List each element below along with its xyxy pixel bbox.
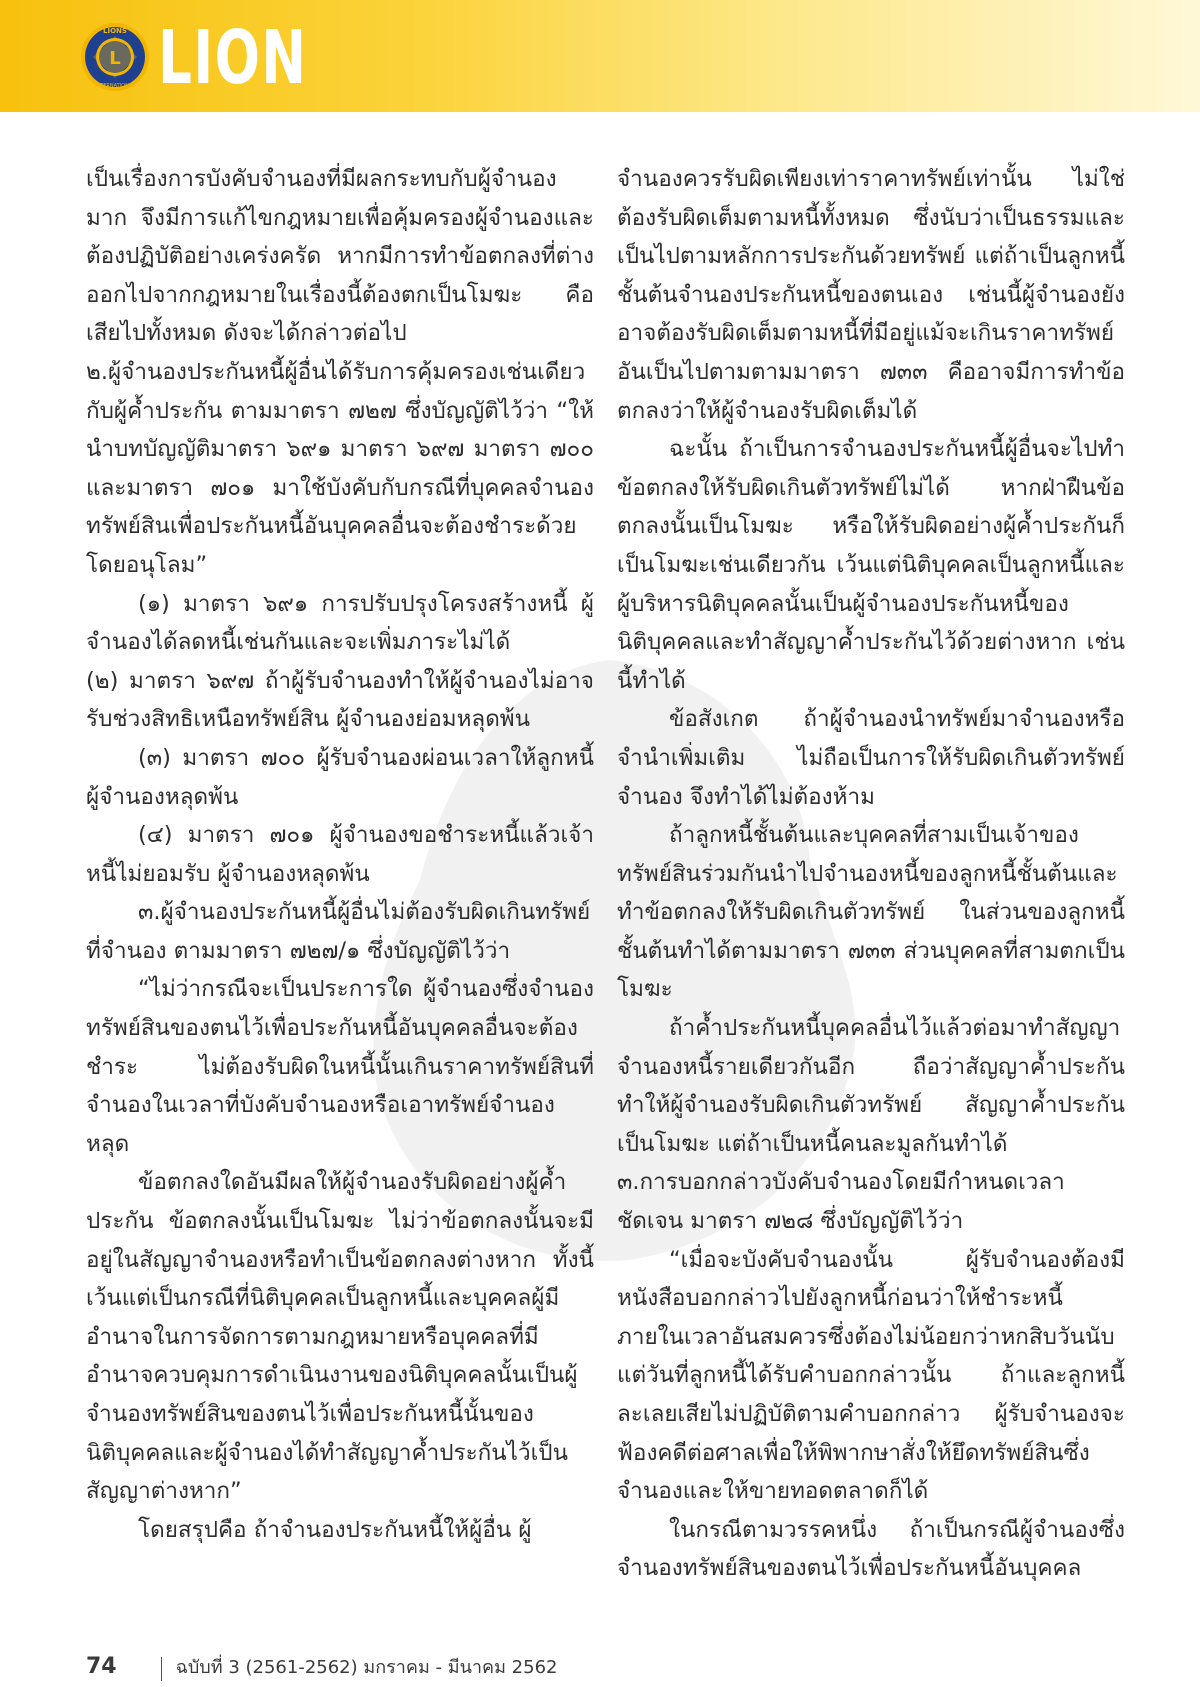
article-paragraph: ๓.ผู้จำนองประกันหนี้ผู้อื่นไม่ต้องรับผิดเกินทรัพย์ที่จำนอง ตามมาตรา ๗๒๗/๑ ซึ่งบัญญัติไว้ว่า (86, 899, 591, 964)
article-paragraph: ข้อตกลงใดอันมีผลให้ผู้จำนองรับผิดอย่างผู้ค้ำประกัน ข้อตกลงนั้นเป็นโมฆะ ไม่ว่าข้อตกลงนั้นจะมีอยู่ในสัญญาจำนองหรือทำเป็นข้อตกลงต่างหาก ทั้งนี้ เว้นแต่เป็นกรณีที่นิติบุคคลเป็นลูกหนี้และบุคคลผู้มีอำนาจในการจัดการตามกฎหมายหรือบุคคลที่มีอำนาจควบคุมการดำเนินงานของนิติบุคคลนั้นเป็นผู้จำนองทรัพย์สินของตนไว้เพื่อประกันหนี้นั้นของนิติบุคคลและผู้จำนองได้ทำสัญญาค้ำประกันไว้เป็นสัญญาต่างหาก” (86, 1169, 594, 1505)
article-paragraph: (๑) มาตรา ๖๙๑ การปรับปรุงโครงสร้างหนี้ ผู้จำนองได้ลดหนี้เช่นกันและจะเพิ่มภาระไม่ได้ (86, 590, 594, 656)
article-paragraph: โดยสรุปคือ ถ้าจำนองประกันหนี้ให้ผู้อื่น ผู้ (138, 1516, 532, 1543)
article-paragraph: “ไม่ว่ากรณีจะเป็นประการใด ผู้จำนองซึ่งจำนองทรัพย์สินของตนไว้เพื่อประกันหนี้อันบุคคลอื่นจะต้องชำระ ไม่ต้องรับผิดในหนี้นั้นเกินราคาทรัพย์สินที่จำนองในเวลาที่บังคับจำนองหรือเอาทรัพย์จำนองหลุด (86, 976, 594, 1157)
lions-clubs-logo (80, 22, 150, 92)
seal-text-bottom: INTERNATIONAL (94, 83, 136, 89)
article-paragraph: (๓) มาตรา ๗๐๐ ผู้รับจำนองผ่อนเวลาให้ลูกหนี้ ผู้จำนองหลุดพ้น (86, 744, 594, 810)
article-column-left (86, 160, 594, 1549)
article-paragraph: ข้อสังเกต ถ้าผู้จำนองนำทรัพย์มาจำนองหรือจำนำเพิ่มเติม ไม่ถือเป็นการให้รับผิดเกินตัวทรัพย์จำนอง จึงทำได้ไม่ต้องห้าม (617, 706, 1125, 810)
article-paragraph: ถ้าค้ำประกันหนี้บุคคลอื่นไว้แล้วต่อมาทำสัญญาจำนองหนี้รายเดียวกันอีก ถือว่าสัญญาค้ำประกันทำให้ผู้จำนองรับผิดเกินตัวทรัพย์ สัญญาค้ำประกันเป็นโมฆะ แต่ถ้าเป็นหนี้คนละมูลกันทำได้ (617, 1015, 1125, 1157)
page-footer (86, 1653, 557, 1681)
article-paragraph: ถ้าลูกหนี้ชั้นต้นและบุคคลที่สามเป็นเจ้าของทรัพย์สินร่วมกันนำไปจำนองหนี้ของลูกหนี้ชั้นต้นและทำข้อตกลงให้รับผิดเกินตัวทรัพย์ ในส่วนของลูกหนี้ชั้นต้นทำได้ตามมาตรา ๗๓๓ ส่วนบุคคลที่สามตกเป็นโมฆะ (617, 822, 1125, 1003)
brand-title: LION (158, 15, 308, 101)
article-paragraph: ๒.ผู้จำนองประกันหนี้ผู้อื่นได้รับการคุ้มครองเช่นเดียวกับผู้ค้ำประกัน ตามมาตรา ๗๒๗ ซึ่งบัญญัติไว้ว่า “ให้นำบทบัญญัติมาตรา ๖๙๑ มาตรา ๖๙๗ มาตรา ๗๐๐ และมาตรา ๗๐๑ มาใช้บังคับกับกรณีที่บุคคลจำนองทรัพย์สินเพื่อประกันหนี้อันบุคคลอื่นจะต้องชำระด้วยโดยอนุโลม” (86, 358, 594, 578)
article-paragraph: (๒) มาตรา ๖๙๗ ถ้าผู้รับจำนองทำให้ผู้จำนองไม่อาจรับช่วงสิทธิเหนือทรัพย์สิน ผู้จำนองย่อมหลุดพ้น (86, 667, 594, 733)
article-column-right (617, 160, 1125, 1588)
article-paragraph: จำนองควรรับผิดเพียงเท่าราคาทรัพย์เท่านั้น ไม่ใช่ต้องรับผิดเต็มตามหนี้ทั้งหมด ซึ่งนับว่าเป็นธรรมและเป็นไปตามหลักการประกันด้วยทรัพย์ แต่ถ้าเป็นลูกหนี้ชั้นต้นจำนองประกันหนี้ของตนเอง เช่นนี้ผู้จำนองยังอาจต้องรับผิดเต็มตามหนี้ที่มีอยู่แม้จะเกินราคาทรัพย์อันเป็นไปตามตามมาตรา ๗๓๓ คืออาจมีการทำข้อตกลงว่าให้ผู้จำนองรับผิดเต็มได้ (617, 166, 1125, 424)
article-paragraph: ฉะนั้น ถ้าเป็นการจำนองประกันหนี้ผู้อื่นจะไปทำข้อตกลงให้รับผิดเกินตัวทรัพย์ไม่ได้ หากฝ่าฝืนข้อตกลงนั้นเป็นโมฆะ หรือให้รับผิดอย่างผู้ค้ำประกันก็เป็นโมฆะเช่นเดียวกัน เว้นแต่นิติบุคคลเป็นลูกหนี้และผู้บริหารนิติบุคคลนั้นเป็นผู้จำนองประกันหนี้ของนิติบุคคลและทำสัญญาค้ำประกันไว้ด้วยต่างหาก เช่นนี้ทำได้ (617, 436, 1125, 694)
article-paragraph: เป็นเรื่องการบังคับจำนองที่มีผลกระทบกับผู้จำนองมาก จึงมีการแก้ไขกฎหมายเพื่อคุ้มครองผู้จำนองและต้องปฏิบัติอย่างเคร่งครัด หากมีการทำข้อตกลงที่ต่างออกไปจากกฎหมายในเรื่องนี้ต้องตกเป็นโมฆะ คือ เสียไปทั้งหมด ดังจะได้กล่าวต่อไป (86, 166, 594, 347)
article-paragraph: “เมื่อจะบังคับจำนองนั้น ผู้รับจำนองต้องมีหนังสือบอกกล่าวไปยังลูกหนี้ก่อนว่าให้ชำระหนี้ภายในเวลาอันสมควรซึ่งต้องไม่น้อยกว่าหกสิบวันนับแต่วันที่ลูกหนี้ได้รับคำบอกกล่าวนั้น ถ้าและลูกหนี้ละเลยเสียไม่ปฏิบัติตามคำบอกกล่าว ผู้รับจำนองจะฟ้องคดีต่อศาลเพื่อให้พิพากษาสั่งให้ยึดทรัพย์สินซึ่งจำนองและให้ขายทอดตลาดก็ได้ (617, 1246, 1125, 1505)
seal-text-top: LIONS (103, 27, 127, 35)
page-number: 74 (86, 1654, 117, 1679)
footer-divider (161, 1657, 162, 1681)
seal-letter: L (109, 48, 121, 69)
article-paragraph: ในกรณีตามวรรคหนึ่ง ถ้าเป็นกรณีผู้จำนองซึ่งจำนองทรัพย์สินของตนไว้เพื่อประกันหนี้อันบุคคล (617, 1516, 1125, 1582)
issue-info: ฉบับที่ 3 (2561-2562) มกราคม - มีนาคม 2562 (175, 1657, 558, 1678)
article-paragraph: ๓.การบอกกล่าวบังคับจำนองโดยมีกำหนดเวลาชัดเจน มาตรา ๗๒๘ ซึ่งบัญญัติไว้ว่า (617, 1169, 1065, 1235)
article-paragraph: (๔) มาตรา ๗๐๑ ผู้จำนองขอชำระหนี้แล้วเจ้าหนี้ไม่ยอมรับ ผู้จำนองหลุดพ้น (86, 822, 594, 887)
